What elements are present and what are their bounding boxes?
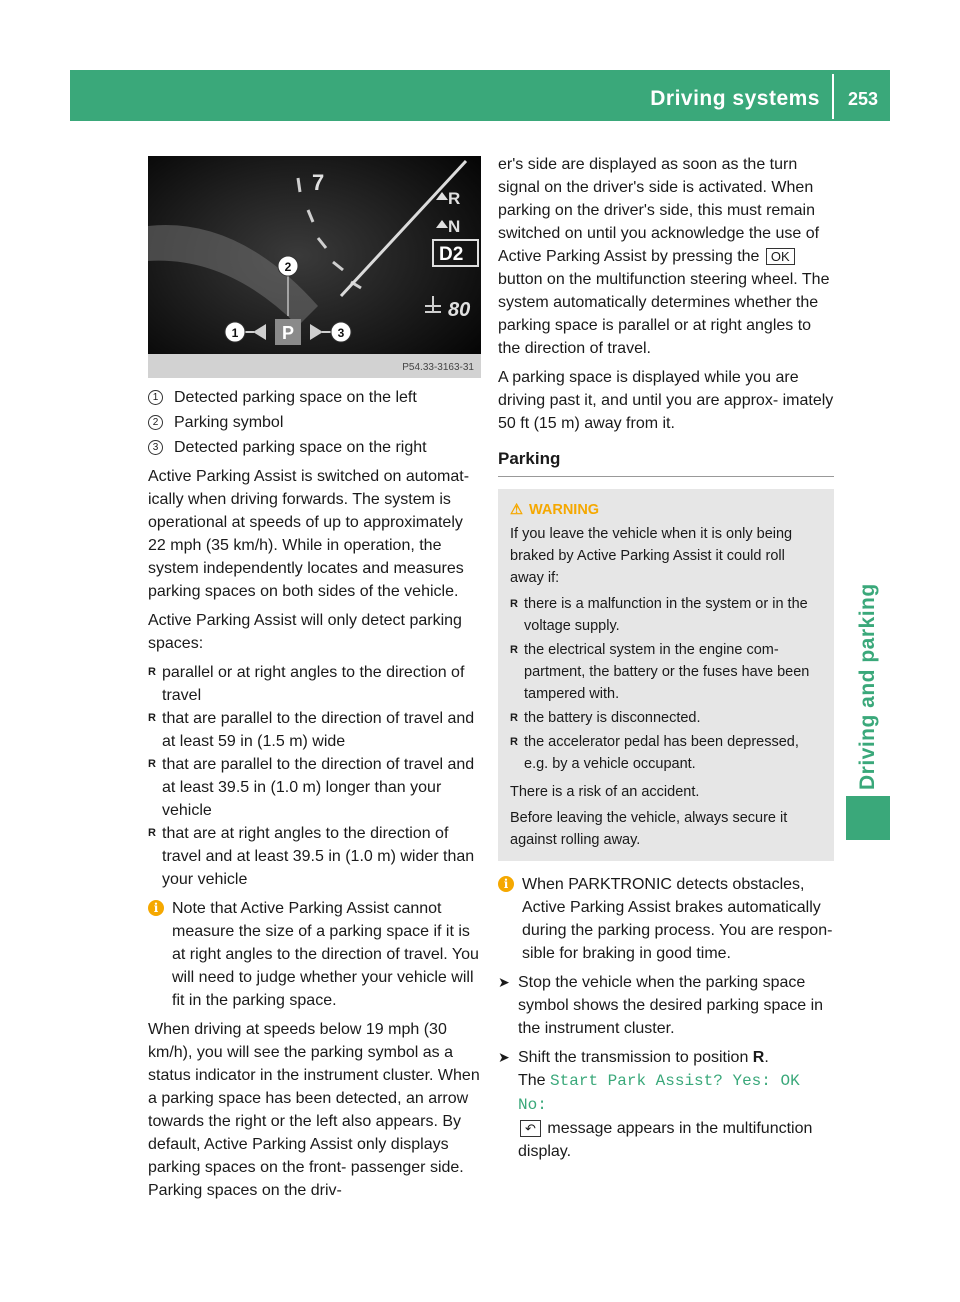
display-message: Start Park Assist? Yes: OK No: xyxy=(518,1072,800,1114)
page-number: 253 xyxy=(847,89,879,109)
legend-number: 3 xyxy=(148,440,163,455)
legend-text: Detected parking space on the left xyxy=(174,389,417,406)
paragraph: Active Parking Assist is switched on automat- ically when driving forwards. The system is operational at speeds of up to approximately 22 mph (35 km/h). While in operation, the system independently locates and measures parking spaces on both sides of the vehicle. xyxy=(148,468,470,600)
paragraph-text: er's side are displayed as soon as the turn signal on the driver's side is activated. When parking on the driver's side, this must remain switched on until you acknowledge the use of Active Parking Assist by pressing the xyxy=(498,156,820,265)
ok-key-icon: OK xyxy=(766,248,795,265)
parking-letter: P xyxy=(281,323,295,343)
side-tab-label: Driving and parking xyxy=(856,583,879,790)
bullet-list xyxy=(148,661,482,891)
step-text: message appears in the multifunction display. xyxy=(518,1120,813,1160)
step-text: Shift the transmission to position xyxy=(518,1049,749,1066)
warning-risk: There is a risk of an accident. xyxy=(510,784,700,800)
instruction-step xyxy=(498,971,834,1040)
list-item: R that are parallel to the direction of travel and at least 39.5 in (1.0 m) longer than your vehicle xyxy=(148,753,482,822)
warning-title xyxy=(510,499,822,521)
info-note xyxy=(498,873,834,965)
legend-item xyxy=(148,386,482,409)
side-tab xyxy=(846,230,890,840)
figure-code: P54.33-3163-31 xyxy=(402,362,474,373)
step-arrow-icon: ➤ xyxy=(498,974,510,990)
side-tab-block xyxy=(846,796,890,840)
note-text: Note that Active Parking Assist cannot measure the size of a parking space if it is at right angles to the direction of travel. You will need to judge whether your vehicle will fit in the parking space. xyxy=(172,900,479,1009)
legend-text: Detected parking space on the right xyxy=(174,439,427,456)
header-bar xyxy=(70,70,890,121)
legend-text: Parking symbol xyxy=(174,414,284,431)
paragraph: A parking space is displayed while you are driving past it, and until you are approx- imately 50 ft (15 m) away from it. xyxy=(498,369,834,432)
gear-d2-label: D2 xyxy=(439,244,464,265)
list-item: R there is a malfunction in the system or in the voltage supply. xyxy=(510,593,822,637)
legend-item xyxy=(148,436,482,459)
list-item: R that are parallel to the direction of travel and at least 59 in (1.5 m) wide xyxy=(148,707,482,753)
legend xyxy=(148,386,482,459)
temp-readout: 80 xyxy=(448,299,471,321)
warning-box xyxy=(498,489,834,861)
warning-advice: Before leaving the vehicle, always secure it against rolling away. xyxy=(510,810,788,848)
paragraph-text: button on the multifunction steering wheel. The system automatically determines whether the parking space is parallel or at right angles to the direction of travel. xyxy=(498,271,830,357)
marker-1-label: 1 xyxy=(231,326,239,340)
header-divider xyxy=(832,74,834,119)
section-heading: Parking xyxy=(498,447,834,477)
list-item: R the accelerator pedal has been depressed, e.g. by a vehicle occupant. xyxy=(510,731,822,775)
warning-intro: If you leave the vehicle when it is only being braked by Active Parking Assist it could roll away if: xyxy=(510,526,793,586)
instrument-cluster-figure xyxy=(148,156,481,378)
legend-number: 2 xyxy=(148,415,163,430)
list-item: R the electrical system in the engine com- partment, the battery or the fuses have been tampered with. xyxy=(510,639,822,705)
step-text: Stop the vehicle when the parking space symbol shows the desired parking space in the instrument cluster. xyxy=(518,974,824,1037)
paragraph xyxy=(498,153,834,360)
right-column xyxy=(498,153,834,1169)
warning-triangle-icon: ⚠ xyxy=(510,502,523,518)
legend-number: 1 xyxy=(148,390,163,405)
note-text: When PARKTRONIC detects obstacles, Active Parking Assist brakes automatically during the parking process. You are respon- sible for braking in good time. xyxy=(522,876,833,962)
instruction-step xyxy=(498,1046,834,1163)
marker-2-label: 2 xyxy=(284,260,292,274)
gear-r-label: R xyxy=(448,189,461,208)
list-item: R parallel or at right angles to the direction of travel xyxy=(148,661,482,707)
warning-bullet-list xyxy=(510,593,822,775)
marker-3-label: 3 xyxy=(337,326,345,340)
gear-n-label: N xyxy=(448,217,461,236)
list-item: R the battery is disconnected. xyxy=(510,707,822,729)
back-key-icon: ↶ xyxy=(520,1120,541,1137)
section-title: Driving systems xyxy=(650,87,820,110)
cluster-illustration xyxy=(148,156,481,378)
info-note xyxy=(148,897,482,1012)
step-text: The xyxy=(518,1072,546,1089)
paragraph: When driving at speeds below 19 mph (30 km/h), you will see the parking symbol as a status indicator in the instrument cluster. When a parking space has been detected, an arrow towards the right or the left also appears. By default, Active Parking Assist only displays parking spaces on the front- passenger side. Parking spaces on the driv- xyxy=(148,1021,480,1199)
step-text: . xyxy=(764,1049,769,1066)
list-item: R that are at right angles to the direction of travel and at least 39.5 in (1.0 m) wider than your vehicle xyxy=(148,822,482,891)
gear-position: R xyxy=(752,1049,765,1066)
paragraph: Active Parking Assist will only detect parking spaces: xyxy=(148,612,462,652)
left-column xyxy=(148,156,482,1208)
step-arrow-icon: ➤ xyxy=(498,1049,510,1065)
legend-item xyxy=(148,411,482,434)
info-icon: i xyxy=(498,876,514,892)
speed-tick-label: 7 xyxy=(312,170,325,195)
info-icon: i xyxy=(148,900,164,916)
warning-title-text: WARNING xyxy=(529,502,600,518)
